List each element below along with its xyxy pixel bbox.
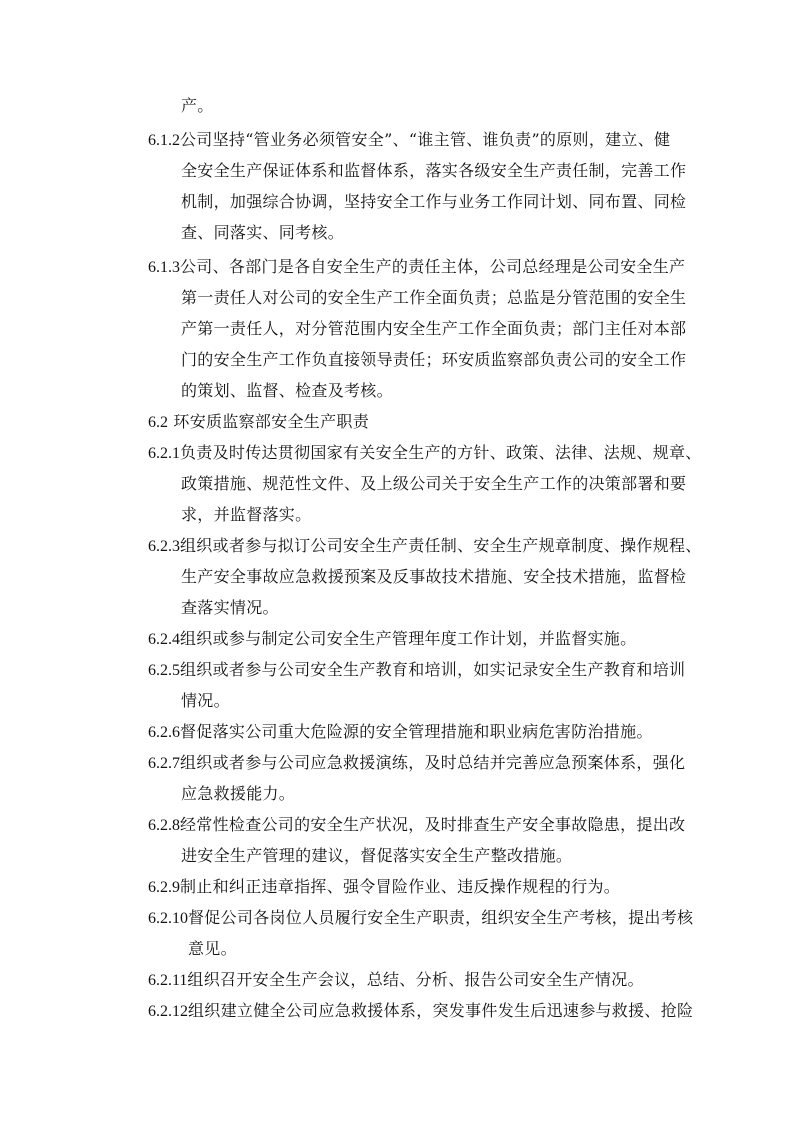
paragraph-line: 意见。 [188,939,237,958]
clause-text: 督促落实公司重大危险源的安全管理措施和职业病危害防治措施。 [180,722,653,741]
clause-text: 经常性检查公司的安全生产状况，及时排查生产安全事故隐患，提出改 [180,815,686,834]
clause-text: 公司、各部门是各自安全生产的责任主体，公司总经理是公司安全生产 [180,257,686,276]
clause-number: 6.2.5 [148,662,180,679]
clause-number: 6.2.12 [148,1003,188,1020]
clause-text: 组织或者参与公司安全生产教育和培训，如实记录安全生产教育和培训 [180,660,686,679]
clause-text: 组织召开安全生产会议，总结、分析、报告公司安全生产情况。 [187,970,644,989]
paragraph-line: 产。 [181,96,214,115]
clause-number: 6.2.11 [148,972,188,989]
paragraph-line: 门的安全生产工作负直接领导责任；环安质监察部负责公司的安全工作 [181,350,687,369]
clause-6-2-4 [148,629,636,650]
paragraph-line: 求，并监督落实。 [181,505,312,524]
clause-text: 组织建立健全公司应急救援体系，突发事件发生后迅速参与救援、抢险 [188,1001,694,1020]
clause-number: 6.1.2 [148,132,180,149]
clause-number: 6.2.1 [148,445,180,462]
clause-text: 组织或者参与公司应急救援演练，及时总结并完善应急预案体系，强化 [180,753,686,772]
clause-text: 制止和纠正违章指挥、强令冒险作业、违反操作规程的行为。 [180,877,621,896]
clause-6-2-10 [148,908,693,929]
paragraph-line: 全安全生产保证体系和监督体系，落实各级安全生产责任制，完善工作 [181,161,687,180]
clause-text: 公司坚持“管业务必须管安全”、“谁主管、谁负责”的原则，建立、健 [180,130,671,149]
section-title: 环安质监察部安全生产职责 [173,412,369,431]
clause-6-1-3 [148,257,685,278]
clause-6-2-11 [148,970,644,991]
paragraph-line: 查、同落实、同考核。 [181,223,345,242]
clause-number: 6.1.3 [148,259,180,276]
clause-number: 6.2.4 [148,631,180,648]
clause-number: 6.2.7 [148,755,180,772]
paragraph-line: 机制，加强综合协调，坚持安全工作与业务工作同计划、同布置、同检 [181,192,687,211]
paragraph-line: 产第一责任人，对分管范围内安全生产工作全面负责；部门主任对本部 [181,319,687,338]
clause-text: 负责及时传达贯彻国家有关安全生产的方针、政策、法律、法规、规章、 [180,443,702,462]
clause-text: 组织或者参与拟订公司安全生产责任制、安全生产规章制度、操作规程、 [180,536,702,555]
clause-text: 督促公司各岗位人员履行安全生产职责，组织安全生产考核，提出考核 [188,908,694,927]
clause-6-1-2 [148,130,670,151]
paragraph-line: 查落实情况。 [181,598,279,617]
paragraph-line: 进安全生产管理的建议，督促落实安全生产整改措施。 [181,846,573,865]
clause-number: 6.2.10 [148,910,188,927]
clause-number: 6.2.9 [148,879,180,896]
paragraph-line: 的策划、监督、检查及考核。 [181,381,393,400]
clause-text: 组织或参与制定公司安全生产管理年度工作计划，并监督实施。 [180,629,637,648]
clause-6-2-12 [148,1001,693,1022]
clause-number: 6.2.8 [148,817,180,834]
clause-6-2-5 [148,660,685,681]
section-heading-6-2 [148,412,369,433]
clause-number: 6.2.6 [148,724,180,741]
clause-6-2-1 [148,443,702,464]
paragraph-line: 政策措施、规范性文件、及上级公司关于安全生产工作的决策部署和要 [181,474,687,493]
clause-6-2-3 [148,536,702,557]
clause-6-2-9 [148,877,620,898]
section-number: 6.2 [148,414,168,431]
clause-6-2-6 [148,722,653,743]
clause-number: 6.2.3 [148,538,180,555]
clause-6-2-7 [148,753,685,774]
paragraph-line: 生产安全事故应急救援预案及反事故技术措施、安全技术措施，监督检 [181,567,687,586]
paragraph-line: 应急救援能力。 [181,784,296,803]
clause-6-2-8 [148,815,685,836]
paragraph-line: 情况。 [181,691,230,710]
paragraph-line: 第一责任人对公司的安全生产工作全面负责；总监是分管范围的安全生 [181,288,687,307]
